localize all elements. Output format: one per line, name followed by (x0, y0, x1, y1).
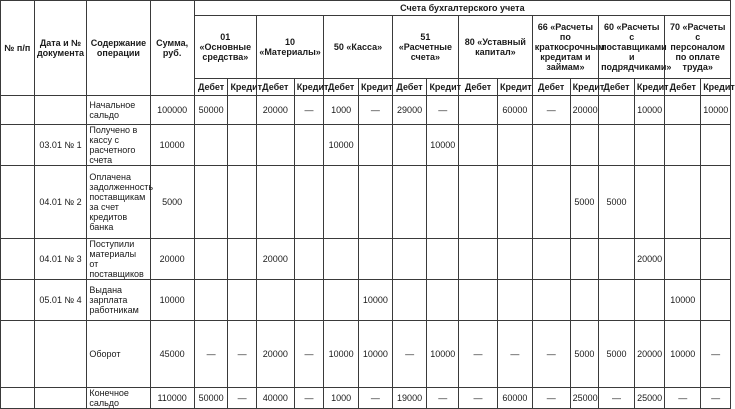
row-cell (324, 166, 359, 239)
header-account-60: 60 «Расчеты с поставщиками и подрядчиками» (599, 16, 665, 79)
row-cell: — (294, 96, 323, 125)
row-cell (392, 280, 427, 321)
row-cell: 20000 (256, 96, 294, 125)
row-cell: 40000 (256, 388, 294, 409)
row-cell: 10000 (634, 96, 665, 125)
row-cell (324, 280, 359, 321)
row-cell: 10000 (701, 96, 731, 125)
row-content: Оплачена задолженность поставщикам за счет кредитов банка (87, 166, 150, 239)
row-cell (228, 239, 256, 280)
row-cell (359, 166, 393, 239)
header-credit-4: Кредит (497, 79, 532, 96)
header-accounts-title: Счета бухгалтерского учета (194, 1, 730, 16)
row-cell: 10000 (359, 280, 393, 321)
row-content: Выдана зарплата работникам (87, 280, 150, 321)
row-sum: 5000 (150, 166, 194, 239)
row-cell: 10000 (359, 321, 393, 388)
row-cell (701, 239, 731, 280)
row-cell: 19000 (392, 388, 427, 409)
row-cell (599, 280, 635, 321)
row-cell: 10000 (427, 125, 459, 166)
row-doc (34, 321, 87, 388)
row-cell: — (497, 321, 532, 388)
row-cell (599, 96, 635, 125)
row-cell (427, 166, 459, 239)
row-cell: — (532, 321, 570, 388)
row-cell: 1000 (324, 96, 359, 125)
row-cell: — (665, 388, 701, 409)
header-debit-5: Дебет (532, 79, 570, 96)
row-content: Начальное сальдо (87, 96, 150, 125)
row-cell (497, 280, 532, 321)
row-cell (634, 280, 665, 321)
row-cell: — (359, 96, 393, 125)
row-cell: 10000 (427, 321, 459, 388)
row-cell: 10000 (665, 321, 701, 388)
row-cell: 10000 (324, 321, 359, 388)
row-cell (228, 96, 256, 125)
row-cell (194, 125, 228, 166)
row-cell: 5000 (570, 166, 598, 239)
row-sum: 45000 (150, 321, 194, 388)
row-cell: — (228, 321, 256, 388)
row-cell (459, 125, 498, 166)
row-cell: 60000 (497, 388, 532, 409)
header-debit-0: Дебет (194, 79, 228, 96)
row-cell: — (701, 388, 731, 409)
header-account-50: 50 «Касса» (324, 16, 392, 79)
row-sum: 10000 (150, 280, 194, 321)
row-cell (228, 125, 256, 166)
row-cell: 5000 (599, 166, 635, 239)
row-cell: — (427, 96, 459, 125)
row-num (1, 239, 35, 280)
row-cell (701, 166, 731, 239)
row-cell (532, 166, 570, 239)
row-sum: 100000 (150, 96, 194, 125)
row-cell (701, 280, 731, 321)
row-cell: 20000 (256, 321, 294, 388)
row-cell (459, 239, 498, 280)
header-credit-3: Кредит (427, 79, 459, 96)
row-cell: — (194, 321, 228, 388)
row-cell (570, 239, 598, 280)
row-cell (497, 239, 532, 280)
row-cell (634, 166, 665, 239)
row-cell (294, 125, 323, 166)
row-cell (497, 166, 532, 239)
row-cell (359, 125, 393, 166)
header-account-01: 01 «Основные средства» (194, 16, 256, 79)
row-cell: — (359, 388, 393, 409)
row-cell (665, 96, 701, 125)
header-debit-6: Дебет (599, 79, 635, 96)
row-cell: — (392, 321, 427, 388)
row-sum: 10000 (150, 125, 194, 166)
row-cell (459, 96, 498, 125)
table-row (1, 96, 731, 125)
row-doc: 04.01 № 3 (34, 239, 87, 280)
row-cell (392, 239, 427, 280)
header-account-10: 10 «Материалы» (256, 16, 323, 79)
row-cell: 20000 (634, 239, 665, 280)
row-content: Оборот (87, 321, 150, 388)
row-num (1, 125, 35, 166)
row-cell (359, 239, 393, 280)
header-account-70: 70 «Расчеты с персоналом по оплате труда» (665, 16, 731, 79)
row-cell: 25000 (634, 388, 665, 409)
table-row (1, 125, 731, 166)
row-cell: 20000 (634, 321, 665, 388)
row-cell (497, 125, 532, 166)
row-cell (294, 239, 323, 280)
row-cell: 10000 (665, 280, 701, 321)
row-cell (665, 125, 701, 166)
header-debit-4: Дебет (459, 79, 498, 96)
row-cell (599, 239, 635, 280)
header-credit-5: Кредит (570, 79, 598, 96)
header-account-66: 66 «Расчеты по краткосрочным кредитам и займам» (532, 16, 598, 79)
row-cell (665, 166, 701, 239)
header-sum: Сумма, руб. (150, 1, 194, 96)
row-cell (701, 125, 731, 166)
row-cell (194, 239, 228, 280)
row-sum: 20000 (150, 239, 194, 280)
row-cell (532, 125, 570, 166)
header-credit-6: Кредит (634, 79, 665, 96)
row-doc: 04.01 № 2 (34, 166, 87, 239)
row-cell (532, 239, 570, 280)
header-credit-0: Кредит (228, 79, 256, 96)
header-debit-1: Дебет (256, 79, 294, 96)
row-cell (228, 166, 256, 239)
row-cell: — (294, 321, 323, 388)
row-num (1, 96, 35, 125)
row-cell (256, 125, 294, 166)
row-doc: 03.01 № 1 (34, 125, 87, 166)
row-cell: — (532, 388, 570, 409)
row-cell (392, 125, 427, 166)
row-cell: — (599, 388, 635, 409)
row-cell (427, 280, 459, 321)
row-cell: — (427, 388, 459, 409)
row-cell: — (228, 388, 256, 409)
row-doc (34, 388, 87, 409)
row-cell (427, 239, 459, 280)
header-debit-2: Дебет (324, 79, 359, 96)
row-cell: 20000 (256, 239, 294, 280)
row-content: Конечное сальдо (87, 388, 150, 409)
row-cell: — (532, 96, 570, 125)
row-cell (599, 125, 635, 166)
row-cell (194, 280, 228, 321)
row-cell (570, 280, 598, 321)
row-cell: 5000 (570, 321, 598, 388)
header-account-51: 51 «Расчетные счета» (392, 16, 458, 79)
table-row (1, 166, 731, 239)
row-cell: — (459, 321, 498, 388)
row-cell: 5000 (599, 321, 635, 388)
header-date: Дата и № документа (34, 1, 87, 96)
row-cell (392, 166, 427, 239)
row-doc: 05.01 № 4 (34, 280, 87, 321)
row-num (1, 280, 35, 321)
header-account-80: 80 «Уставный капитал» (459, 16, 533, 79)
row-cell: 60000 (497, 96, 532, 125)
row-cell (532, 280, 570, 321)
table-row (1, 239, 731, 280)
row-cell: 50000 (194, 96, 228, 125)
row-content: Получено в кассу с расчетного счета (87, 125, 150, 166)
row-content: Поступили материалы от поставщиков (87, 239, 150, 280)
row-cell (294, 280, 323, 321)
header-debit-3: Дебет (392, 79, 427, 96)
row-cell (570, 125, 598, 166)
row-num (1, 388, 35, 409)
header-content: Содержание операции (87, 1, 150, 96)
row-cell (324, 239, 359, 280)
row-cell: — (701, 321, 731, 388)
row-cell (256, 280, 294, 321)
row-cell: 1000 (324, 388, 359, 409)
row-cell: 50000 (194, 388, 228, 409)
row-cell: 25000 (570, 388, 598, 409)
row-cell: — (459, 388, 498, 409)
header-credit-2: Кредит (359, 79, 393, 96)
table-row (1, 388, 731, 409)
row-num (1, 321, 35, 388)
row-cell (294, 166, 323, 239)
row-sum: 110000 (150, 388, 194, 409)
row-cell: 10000 (324, 125, 359, 166)
row-cell (634, 125, 665, 166)
header-credit-7: Кредит (701, 79, 731, 96)
header-num: № п/п (1, 1, 35, 96)
row-cell (665, 239, 701, 280)
row-cell (228, 280, 256, 321)
row-cell (194, 166, 228, 239)
row-num (1, 166, 35, 239)
row-cell (459, 166, 498, 239)
table-row (1, 321, 731, 388)
row-doc (34, 96, 87, 125)
header-credit-1: Кредит (294, 79, 323, 96)
row-cell: 29000 (392, 96, 427, 125)
row-cell (256, 166, 294, 239)
table-row (1, 280, 731, 321)
row-cell (459, 280, 498, 321)
row-cell: 20000 (570, 96, 598, 125)
header-debit-7: Дебет (665, 79, 701, 96)
row-cell: — (294, 388, 323, 409)
